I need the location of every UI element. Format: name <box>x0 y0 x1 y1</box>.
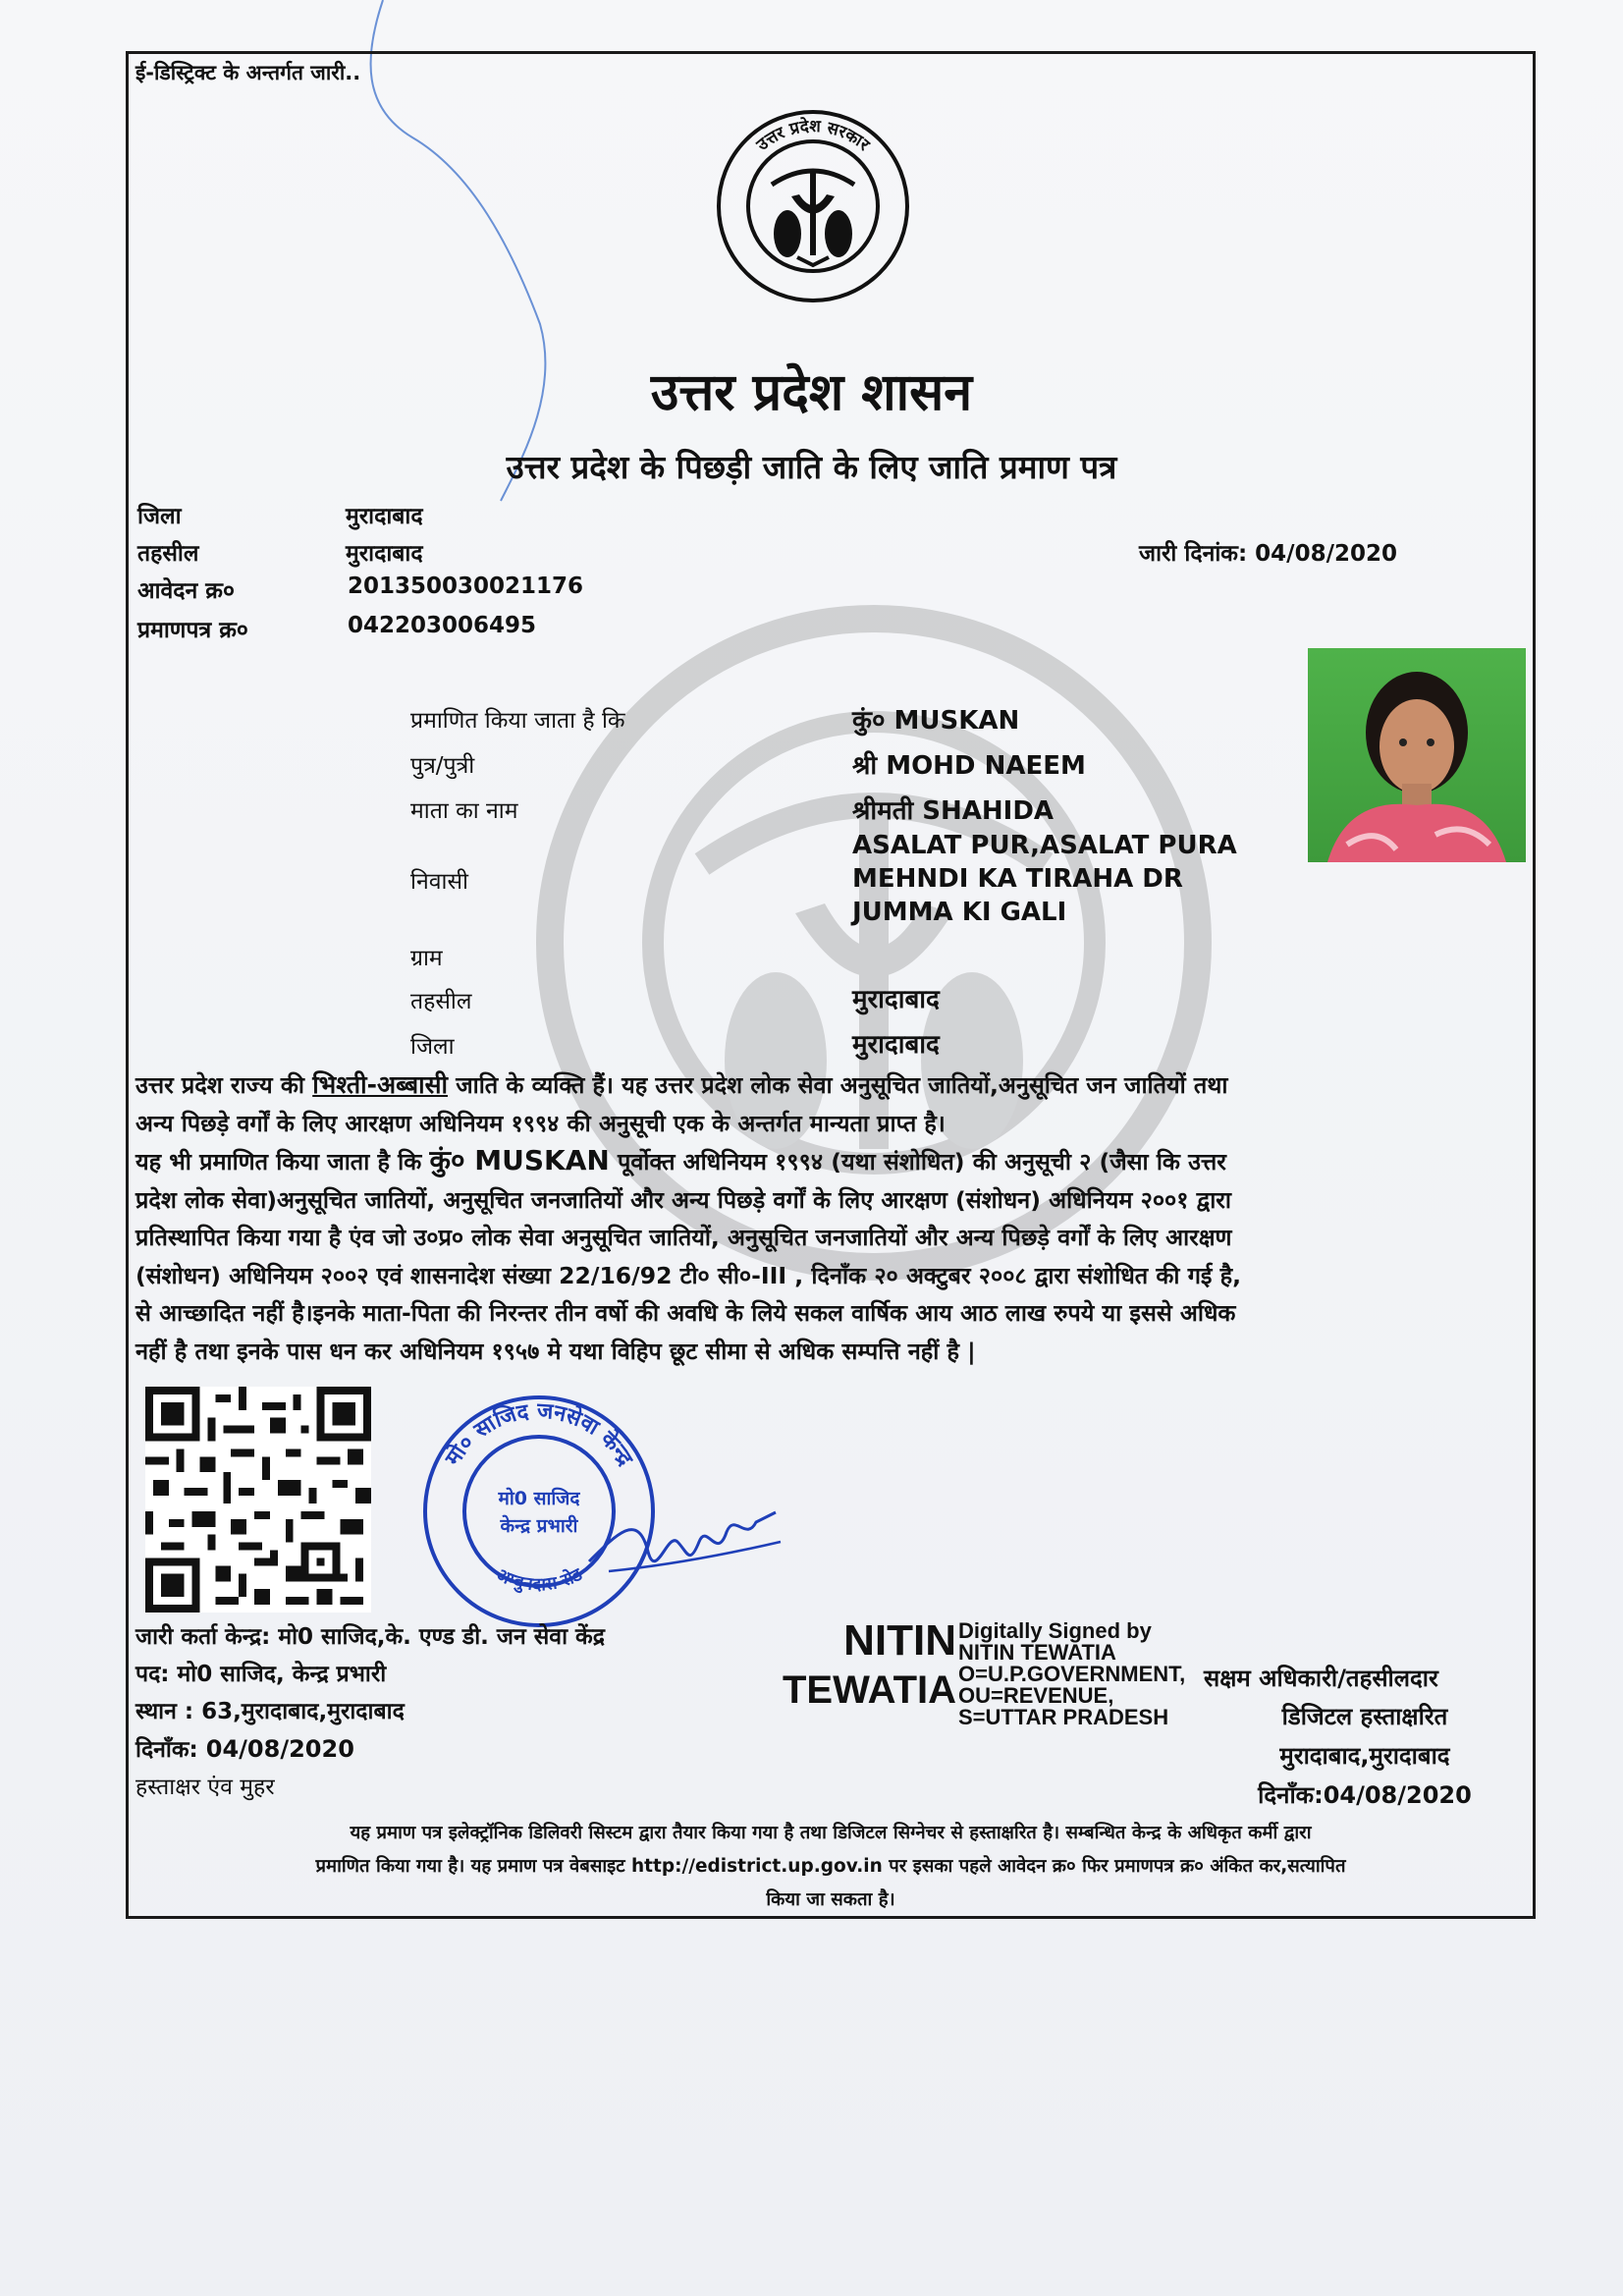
body-line-2: अन्य पिछड़े वर्गों के लिए आरक्षण अधिनियम १९९४ की अनुसूची एक के अन्तर्गत मान्यता प्राप्त है। <box>135 1109 946 1137</box>
signer-state: S=UTTAR PRADESH <box>958 1705 1169 1729</box>
application-number: 201350030021176 <box>348 574 584 599</box>
qr-code <box>145 1387 371 1613</box>
authority-title: सक्षम अधिकारी/तहसीलदार <box>1204 1665 1438 1692</box>
caste-name: भिश्ती-अब्बासी <box>312 1070 449 1099</box>
issue-date-label: जारी दिनांक: <box>1139 541 1248 567</box>
signed-by-label: Digitally Signed by <box>958 1618 1152 1643</box>
signer-first-name: NITIN <box>843 1616 956 1665</box>
handwritten-signature <box>579 1473 795 1601</box>
meta-district-value: मुरादाबाद <box>346 504 423 529</box>
meta-tehsil-value: मुरादाबाद <box>346 541 423 567</box>
issuer-block <box>135 1618 605 1806</box>
applicant-name: कुं० MUSKAN <box>852 706 1020 736</box>
village-label: ग्राम <box>410 946 443 971</box>
meta-tehsil-label: तहसील <box>137 541 199 567</box>
body-text: जाति के व्यक्ति हैं। यह उत्तर प्रदेश लोक सेवा अनुसूचित जातियों,अनुसूचित जन जातियों तथा <box>448 1071 1228 1099</box>
resident-line-3: JUMMA KI GALI <box>852 898 1067 927</box>
meta-district-label: जिला <box>137 504 182 529</box>
issue-date-value: 04/08/2020 <box>1255 541 1397 567</box>
certified-label: प्रमाणित किया जाता है कि <box>410 708 625 734</box>
body-text: यह भी प्रमाणित किया जाता है कि <box>135 1148 430 1175</box>
father-name: श्री MOHD NAEEM <box>852 751 1086 781</box>
certificate-number: 042203006495 <box>348 613 537 638</box>
issuer-date-value: 04/08/2020 <box>205 1735 354 1763</box>
certificate-body <box>135 1066 1530 1370</box>
application-number-label: आवेदन क्र० <box>137 578 235 604</box>
body-line-8: नहीं है तथा इनके पास धन कर अधिनियम १९५७ मे यथा विहिप छूट सीमा से अधिक सम्पत्ति नहीं है | <box>135 1337 976 1365</box>
svg-text:मो0 साजिद: मो0 साजिद <box>498 1488 580 1509</box>
body-text: पूर्वोक्त अधिनियम १९९४ (यथा संशोधित) की अनुसूची २ (जैसा कि उत्तर <box>609 1148 1226 1175</box>
issuer-date-label: दिनाँक: <box>135 1737 206 1763</box>
resident-label: निवासी <box>410 869 468 895</box>
footer-line-3: किया जा सकता है। <box>766 1889 895 1910</box>
resident-line-1: ASALAT PUR,ASALAT PURA <box>852 831 1237 860</box>
up-emblem <box>715 108 911 304</box>
detail-district-label: जिला <box>410 1034 455 1060</box>
issuer-date <box>135 1730 605 1769</box>
svg-text:मो० साजिद जनसेवा केन्द्र: मो० साजिद जनसेवा केन्द्र <box>441 1398 637 1471</box>
digitally-signed-label: डिजिटल हस्ताक्षरित <box>1281 1703 1448 1730</box>
body-line-4: प्रदेश लोक सेवा)अनुसूचित जातियों, अनुसूचित जनजातियों और अन्य पिछड़े वर्गों के लिए आरक्षण (संशोधन) अधिनियम २००१ द्वारा <box>135 1185 1231 1214</box>
authority-date: दिनाँक:04/08/2020 <box>1258 1781 1472 1809</box>
mother-name: श्रीमती SHAHIDA <box>852 796 1055 826</box>
detail-tehsil-label: तहसील <box>410 989 472 1014</box>
issuer-post: पद: मो0 साजिद, केन्द्र प्रभारी <box>135 1662 387 1687</box>
resident-line-2: MEHNDI KA TIRAHA DR <box>852 864 1183 894</box>
child-of-label: पुत्र/पुत्री <box>410 753 475 779</box>
body-line-5: प्रतिस्थापित किया गया है एंव जो उ०प्र० लोक सेवा अनुसूचित जातियों, अनुसूचित जनजातियों और अन्य पिछड़े वर्गों के लिए आरक्षण <box>135 1224 1232 1251</box>
certificate-title: उत्तर प्रदेश के पिछड़ी जाति के लिए जाति प्रमाण पत्र <box>506 448 1117 486</box>
authority-block <box>1204 1697 1526 1815</box>
digital-signature-details <box>958 1620 1185 1728</box>
issued-under-text: ई-डिस्ट्रिक्ट के अन्तर्गत जारी.. <box>135 61 361 84</box>
signer-ou: OU=REVENUE, <box>958 1683 1114 1708</box>
svg-text:उत्तर प्रदेश सरकार: उत्तर प्रदेश सरकार <box>752 116 874 155</box>
applicant-name-inline: कुं० MUSKAN <box>429 1144 610 1176</box>
certificate-number-label: प्रमाणपत्र क्र० <box>137 618 248 643</box>
footer-line-1: यह प्रमाण पत्र इलेक्ट्रॉनिक डिलिवरी सिस्टम द्वारा तैयार किया गया है तथा डिजिटल सिग्नेचर से हस्ताक्षरित है। सम्बन्धित केन्द्र के अधिकृत कर्मी द्वारा <box>350 1823 1312 1843</box>
body-line-6: (संशोधन) अधिनियम २००२ एवं शासनादेश संख्या 22/16/92 टी० सी०-III , दिनाँक २० अक्टुबर २००८ द्वारा संशोधित की गई है, <box>135 1261 1242 1289</box>
authority-place: मुरादाबाद,मुरादाबाद <box>1279 1742 1450 1770</box>
signer-name: NITIN TEWATIA <box>958 1640 1116 1665</box>
sign-seal-label: हस्ताक्षर एंव मुहर <box>135 1775 275 1800</box>
signer-org: O=U.P.GOVERNMENT, <box>958 1662 1186 1686</box>
body-line-1 <box>135 1066 1530 1105</box>
issuer-center: जारी कर्ता केन्द्र: मो0 साजिद,के. एण्ड डी. जन सेवा केंद्र <box>135 1624 605 1650</box>
digital-signature-name <box>750 1616 956 1715</box>
svg-text:अम्बुनदास रोड: अम्बुनदास रोड <box>492 1563 586 1596</box>
footer-line-2: प्रमाणित किया गया है। यह प्रमाण पत्र वेबसाइट http://edistrict.up.gov.in पर इसका पहले आवेदन क्र० फिर प्रमाणपत्र क्र० अंकित कर,सत्यापित <box>315 1856 1346 1877</box>
applicant-photo <box>1308 648 1526 862</box>
body-text: उत्तर प्रदेश राज्य की <box>135 1071 313 1099</box>
body-line-3 <box>135 1142 1530 1181</box>
footer-note <box>135 1817 1526 1917</box>
detail-district-value: मुरादाबाद <box>852 1030 940 1060</box>
issue-date <box>1139 536 1397 568</box>
signer-last-name: TEWATIA <box>782 1668 956 1712</box>
svg-text:केन्द्र प्रभारी: केन्द्र प्रभारी <box>500 1515 578 1537</box>
body-line-7: से आच्छादित नहीं है।इनके माता-पिता की निरन्तर तीन वर्षो की अवधि के लिये सकल वार्षिक आय आठ लाख रुपये या इससे अधिक <box>135 1299 1236 1327</box>
issuer-place: स्थान : 63,मुरादाबाद,मुरादाबाद <box>135 1699 405 1724</box>
government-title: उत्तर प्रदेश शासन <box>650 363 973 422</box>
mother-label: माता का नाम <box>410 798 518 824</box>
detail-tehsil-value: मुरादाबाद <box>852 985 940 1014</box>
